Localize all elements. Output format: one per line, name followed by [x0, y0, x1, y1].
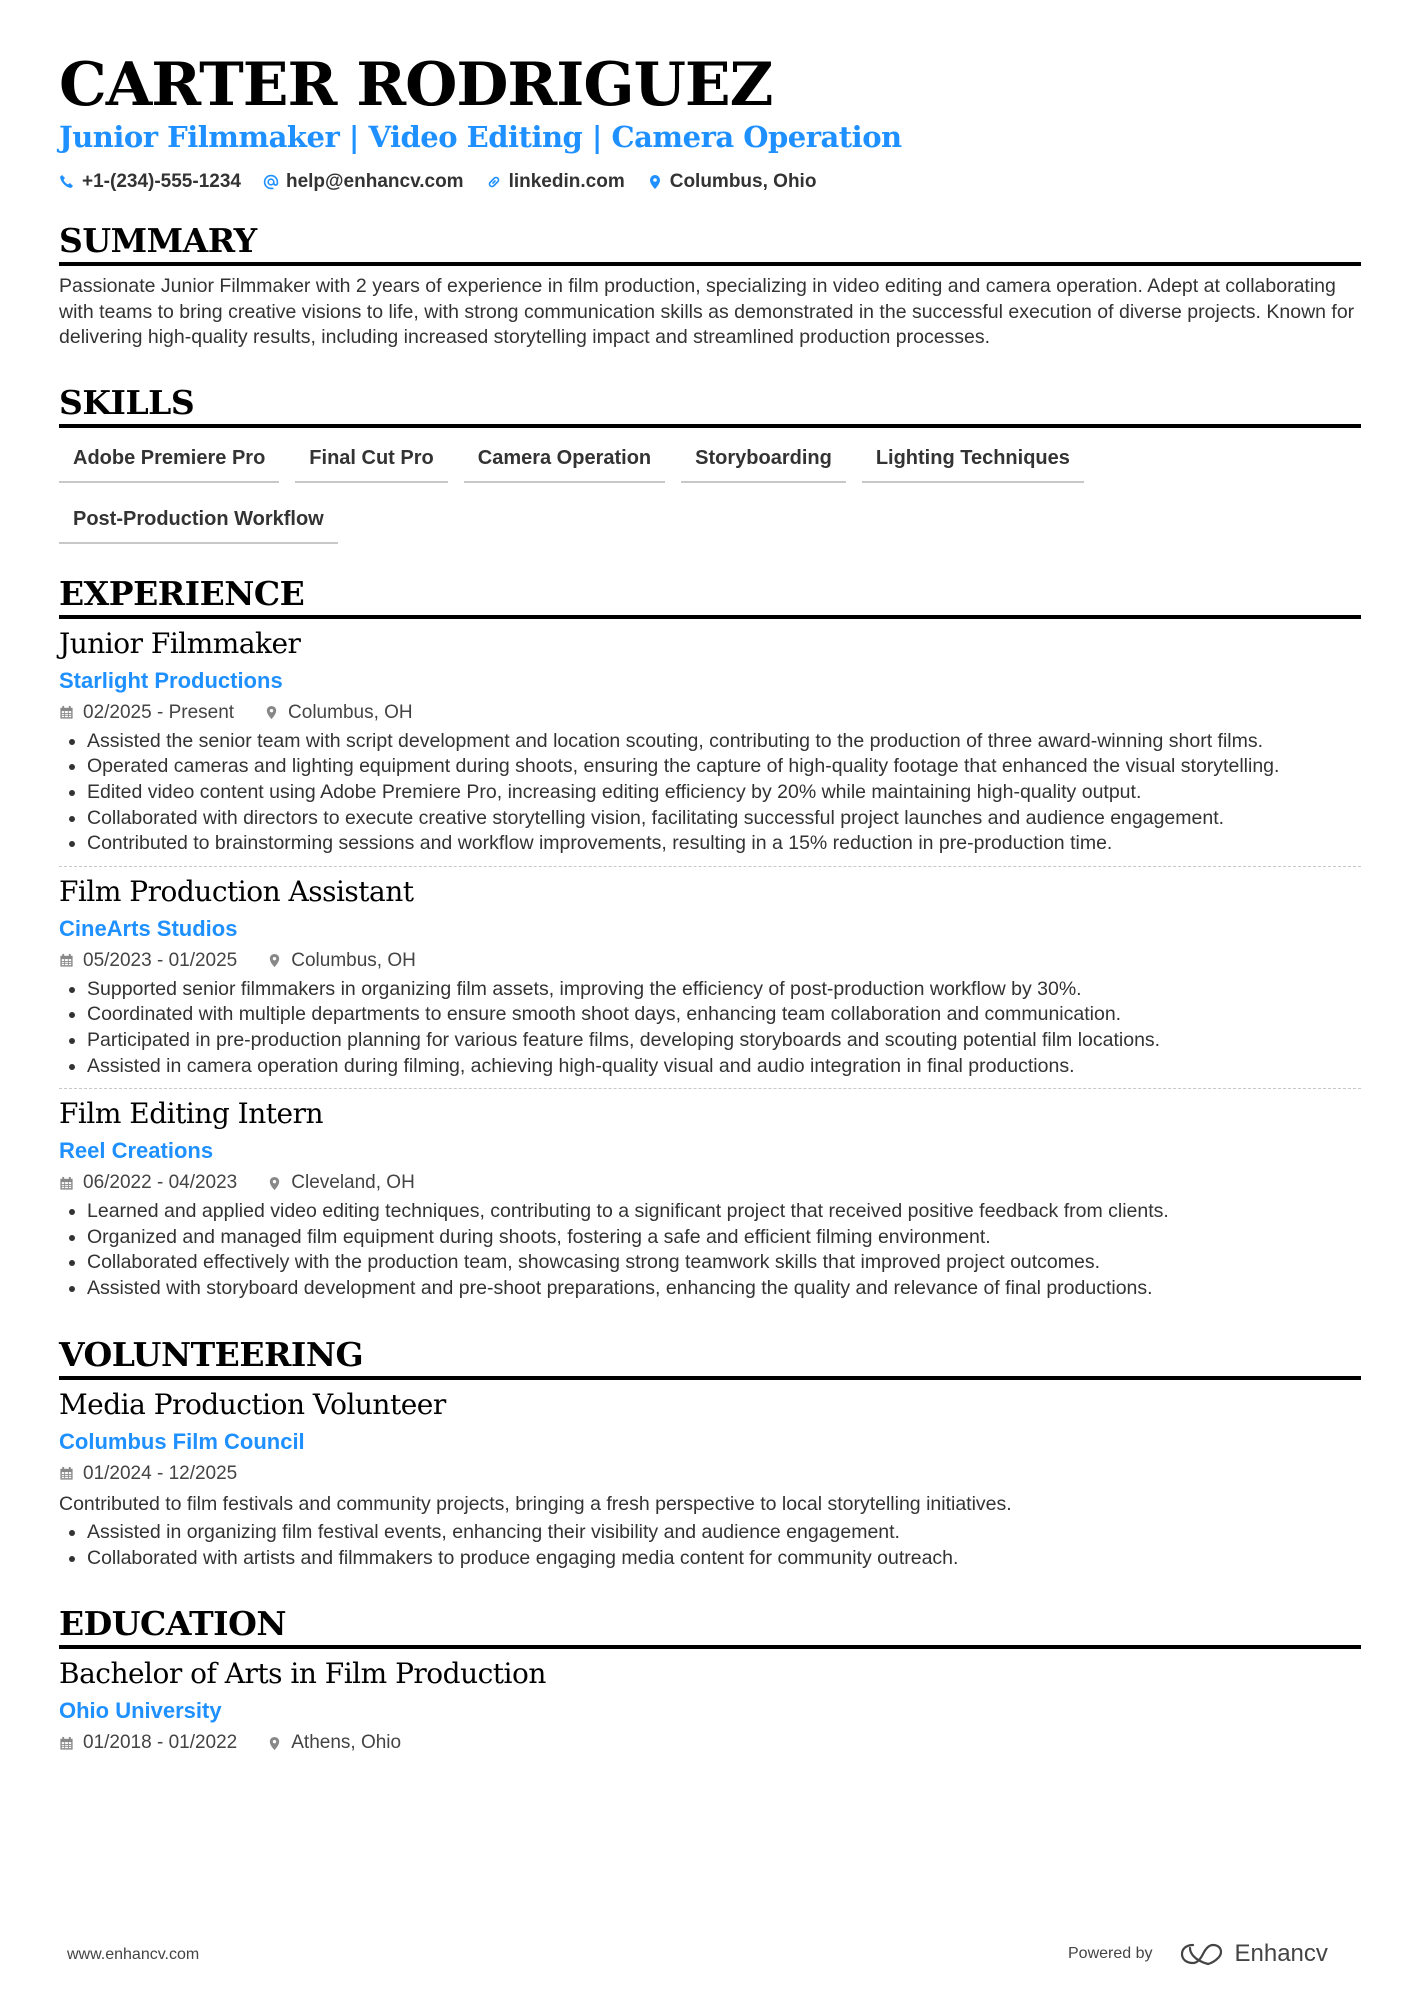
- experience-heading: EXPERIENCE: [59, 574, 1361, 619]
- job-entry: [59, 875, 1361, 1089]
- job-title: Film Production Assistant: [59, 874, 414, 908]
- job-divider: [59, 866, 1361, 867]
- skill-tag: Final Cut Pro: [295, 445, 447, 483]
- job-meta: [59, 1170, 1361, 1196]
- job-entry: [59, 627, 1361, 867]
- calendar-icon: [59, 1176, 74, 1191]
- brand-name: Enhancv: [1234, 1940, 1328, 1967]
- contact-linkedin[interactable]: [486, 169, 625, 195]
- skills-heading: SKILLS: [59, 383, 1361, 428]
- enhancv-logo-icon: [1179, 1942, 1225, 1966]
- contact-phone[interactable]: [59, 169, 241, 195]
- job-divider: [59, 1088, 1361, 1089]
- calendar-icon: [59, 1466, 74, 1481]
- company-name: Reel Creations: [59, 1138, 214, 1164]
- bullet-item: • Supported senior filmmakers in organizing film assets, improving the efficiency of post-production workflow by 30%.: [87, 977, 1361, 1003]
- experience-list: [59, 627, 1361, 1302]
- volunteer-meta: [59, 1461, 1361, 1487]
- bullet-item: • Contributed to brainstorming sessions and workflow improvements, resulting in a 15% reduction in pre-production time.: [87, 831, 1361, 857]
- email-text: help@enhancv.com: [285, 171, 464, 192]
- location-text: Columbus, Ohio: [669, 171, 817, 192]
- candidate-title: Junior Filmmaker | Video Editing | Camera Operation: [59, 120, 902, 154]
- summary-heading: SUMMARY: [59, 221, 1361, 266]
- contact-location: [647, 169, 817, 195]
- education-dates: 01/2018 - 01/2022: [83, 1732, 238, 1754]
- job-location: Cleveland, OH: [291, 1172, 415, 1194]
- location-icon: [267, 1176, 282, 1191]
- skill-tag: Post-Production Workflow: [59, 506, 338, 544]
- bullet-item: • Assisted the senior team with script development and location scouting, contributing to the production of three award-winning short films.: [87, 729, 1361, 755]
- school: Ohio University: [59, 1698, 222, 1724]
- job-bullets: [59, 729, 1361, 857]
- bullet-item: • Assisted with storyboard development and pre-shoot preparations, enhancing the quality and relevance of final productions.: [87, 1276, 1361, 1302]
- bullet-item: • Collaborated with artists and filmmakers to produce engaging media content for community outreach.: [87, 1546, 1361, 1572]
- at-icon: [263, 174, 279, 190]
- bullet-item: • Collaborated with directors to execute creative storytelling vision, facilitating successful project launches and audience engagement.: [87, 806, 1361, 832]
- job-meta: [59, 948, 1361, 974]
- skills-list: [59, 445, 1361, 544]
- skill-tag: Lighting Techniques: [862, 445, 1084, 483]
- contact-email[interactable]: [263, 169, 464, 195]
- bullet-item: • Coordinated with multiple departments to ensure smooth shoot days, enhancing team collaboration and communication.: [87, 1002, 1361, 1028]
- bullet-item: • Operated cameras and lighting equipment during shoots, ensuring the capture of high-quality footage that enhanced the visual storytelling.: [87, 754, 1361, 780]
- job-bullets: [59, 1199, 1361, 1301]
- job-title: Film Editing Intern: [59, 1097, 324, 1131]
- job-meta: [59, 700, 1361, 726]
- education-meta: [59, 1730, 1361, 1756]
- volunteer-bullets: [59, 1520, 1361, 1571]
- location-icon: [264, 705, 279, 720]
- education-heading: EDUCATION: [59, 1604, 1361, 1649]
- skill-tag: Adobe Premiere Pro: [59, 445, 279, 483]
- skill-tag: Camera Operation: [464, 445, 665, 483]
- job-dates: 02/2025 - Present: [83, 701, 235, 723]
- job-location: Columbus, OH: [288, 701, 413, 723]
- link-icon: [486, 174, 502, 190]
- footer-powered: [1068, 1940, 1328, 1968]
- skill-tag: Storyboarding: [681, 445, 846, 483]
- calendar-icon: [59, 953, 74, 968]
- summary-text: Passionate Junior Filmmaker with 2 years of experience in film production, specializing in video editing and camera operation. Adept at collaborating with teams to bring creative visions to life, with strong communication skills as demonstrated in the successful execution of diverse projects. Known for delivering high-quality results, including increased storytelling impact and streamlined production processes.: [59, 275, 1355, 349]
- bullet-item: • Organized and managed film equipment during shoots, fostering a safe and efficient filming environment.: [87, 1225, 1361, 1251]
- volunteer-description: Contributed to film festivals and community projects, bringing a fresh perspective to local storytelling initiatives.: [59, 1492, 1012, 1515]
- powered-by-label: Powered by: [1068, 1945, 1153, 1962]
- contact-bar: [59, 169, 1361, 195]
- bullet-item: • Edited video content using Adobe Premiere Pro, increasing editing efficiency by 20% while maintaining high-quality output.: [87, 780, 1361, 806]
- volunteer-org: Columbus Film Council: [59, 1428, 305, 1454]
- company-name: CineArts Studios: [59, 915, 238, 941]
- location-icon: [267, 1736, 282, 1751]
- education-location: Athens, Ohio: [291, 1732, 402, 1754]
- bullet-item: • Participated in pre-production planning for various feature films, developing storyboards and scouting potential film locations.: [87, 1028, 1361, 1054]
- bullet-item: • Collaborated effectively with the production team, showcasing strong teamwork skills that improved project outcomes.: [87, 1250, 1361, 1276]
- volunteering-heading: VOLUNTEERING: [59, 1335, 1361, 1380]
- phone-text: +1-(234)-555-1234: [82, 171, 241, 192]
- bullet-item: • Assisted in organizing film festival events, enhancing their visibility and audience engagement.: [87, 1520, 1361, 1546]
- phone-icon: [59, 174, 75, 190]
- job-entry: [59, 1097, 1361, 1301]
- location-icon: [647, 174, 663, 190]
- resume-page: [59, 0, 1361, 1756]
- job-dates: 05/2023 - 01/2025: [83, 949, 238, 971]
- volunteer-role: Media Production Volunteer: [59, 1387, 446, 1421]
- enhancv-logo: [1179, 1940, 1328, 1968]
- calendar-icon: [59, 705, 74, 720]
- candidate-name: CARTER RODRIGUEZ: [59, 50, 773, 120]
- degree: Bachelor of Arts in Film Production: [59, 1657, 546, 1691]
- job-location: Columbus, OH: [291, 949, 416, 971]
- bullet-item: • Learned and applied video editing techniques, contributing to a significant project that received positive feedback from clients.: [87, 1199, 1361, 1225]
- calendar-icon: [59, 1736, 74, 1751]
- job-dates: 06/2022 - 04/2023: [83, 1172, 238, 1194]
- company-name: Starlight Productions: [59, 667, 283, 693]
- job-title: Junior Filmmaker: [59, 626, 301, 660]
- location-icon: [267, 953, 282, 968]
- linkedin-text: linkedin.com: [508, 171, 625, 192]
- footer-website[interactable]: www.enhancv.com: [67, 1946, 200, 1963]
- bullet-item: • Assisted in camera operation during filming, achieving high-quality visual and audio integration in final productions.: [87, 1054, 1361, 1080]
- job-bullets: [59, 977, 1361, 1079]
- volunteer-dates: 01/2024 - 12/2025: [83, 1462, 238, 1484]
